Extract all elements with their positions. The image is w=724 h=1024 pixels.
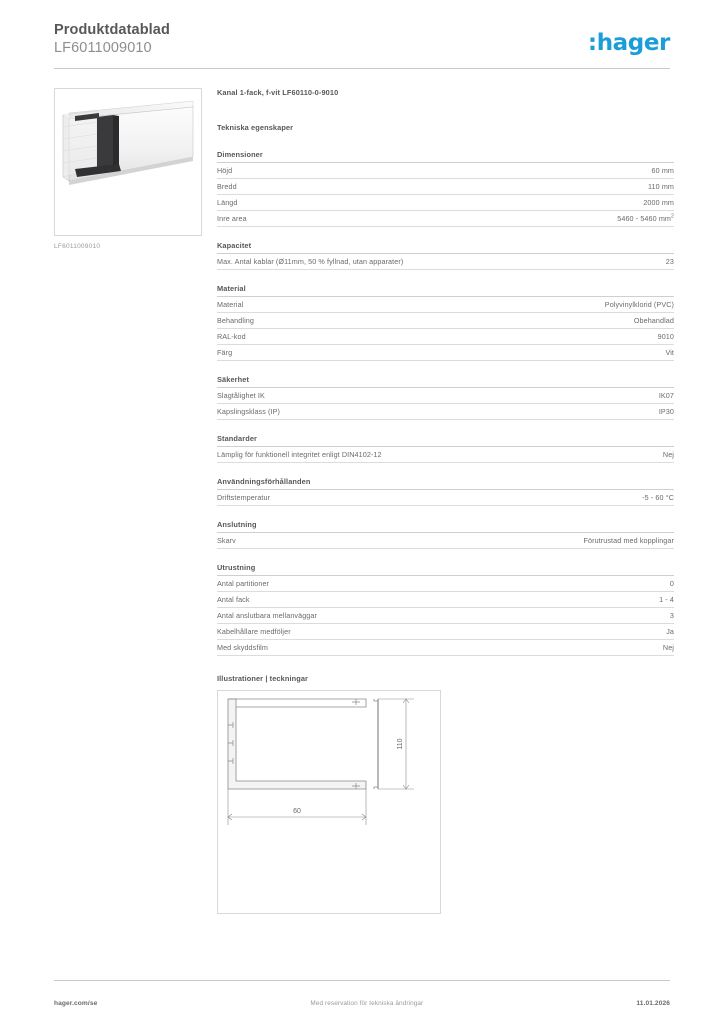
spec-row-label: Lämplig för funktionell integritet enligt DIN4102-12 bbox=[217, 449, 382, 459]
spec-row-value: -5 - 60 °C bbox=[642, 492, 674, 502]
spec-row-value: Obehandlad bbox=[633, 315, 674, 325]
spec-row-value: Vit bbox=[665, 347, 674, 357]
page-title: Produktdatablad bbox=[54, 22, 170, 38]
spec-row-label: Antal fack bbox=[217, 594, 250, 604]
spec-row-value: Polyvinylklorid (PVC) bbox=[604, 299, 674, 309]
spec-section-title: Material bbox=[217, 284, 674, 297]
spec-row-label: Med skyddsfilm bbox=[217, 642, 268, 652]
spec-row bbox=[217, 608, 674, 624]
spec-section bbox=[217, 375, 674, 420]
spec-row-value: IP30 bbox=[658, 406, 674, 416]
spec-section bbox=[217, 434, 674, 463]
spec-row-label: Bredd bbox=[217, 181, 237, 191]
datasheet-content bbox=[217, 88, 674, 914]
spec-row bbox=[217, 195, 674, 211]
spec-section-title: Säkerhet bbox=[217, 375, 674, 388]
spec-section bbox=[217, 477, 674, 506]
spec-row-label: Material bbox=[217, 299, 244, 309]
footer-website-link[interactable]: hager.com/se bbox=[54, 999, 98, 1007]
spec-row-value: Ja bbox=[666, 626, 674, 636]
spec-row-value: 0 bbox=[669, 578, 674, 588]
spec-row bbox=[217, 447, 674, 463]
spec-row-value-superscript: 2 bbox=[671, 213, 674, 220]
technical-properties-heading: Tekniska egenskaper bbox=[217, 123, 294, 132]
product-name: Kanal 1-fack, f-vit LF60110-0-9010 bbox=[217, 88, 339, 97]
footer-date: 11.01.2026 bbox=[636, 999, 670, 1007]
technical-drawing-frame bbox=[217, 690, 441, 914]
spec-row bbox=[217, 329, 674, 345]
spec-row bbox=[217, 388, 674, 404]
spec-row-value: Nej bbox=[662, 449, 674, 459]
spec-row bbox=[217, 624, 674, 640]
spec-row-value: 9010 bbox=[657, 331, 674, 341]
spec-sections bbox=[217, 150, 674, 656]
spec-row bbox=[217, 533, 674, 549]
spec-section-title: Dimensioner bbox=[217, 150, 674, 163]
spec-section bbox=[217, 520, 674, 549]
product-figure bbox=[54, 88, 202, 250]
spec-section bbox=[217, 284, 674, 361]
spec-row-value bbox=[607, 214, 674, 224]
page-header bbox=[54, 22, 670, 70]
spec-row-label: Längd bbox=[217, 197, 238, 207]
spec-section-title: Kapacitet bbox=[217, 241, 674, 254]
spec-row bbox=[217, 576, 674, 592]
spec-row-label: Max. Antal kablar (Ø11mm, 50 % fyllnad, utan apparater) bbox=[217, 256, 404, 266]
hager-logo: :hager bbox=[587, 30, 670, 56]
spec-row bbox=[217, 211, 674, 227]
spec-row-value: 1 - 4 bbox=[659, 594, 674, 604]
trunking-product-illustration bbox=[55, 89, 201, 235]
spec-row-value: IK07 bbox=[658, 390, 674, 400]
page-footer bbox=[54, 997, 670, 1009]
product-image-caption: LF6011009010 bbox=[54, 243, 101, 250]
spec-row-label: Behandling bbox=[217, 315, 254, 325]
spec-row bbox=[217, 179, 674, 195]
spec-row-label: Kapslingsklass (IP) bbox=[217, 406, 281, 416]
spec-row-value-text: 5460 - 5460 mm bbox=[617, 213, 671, 223]
spec-row-value: 110 mm bbox=[647, 181, 674, 191]
spec-row-value: Förutrustad med kopplingar bbox=[583, 535, 674, 545]
spec-row-label: Antal partitioner bbox=[217, 578, 270, 588]
spec-row-label: Slagtålighet IK bbox=[217, 390, 265, 400]
page-subtitle-article-number: LF6011009010 bbox=[54, 40, 152, 56]
spec-row-label: RAL-kod bbox=[217, 331, 246, 341]
spec-row-value: 3 bbox=[669, 610, 674, 620]
spec-row bbox=[217, 404, 674, 420]
spec-row-label: Färg bbox=[217, 347, 233, 357]
spec-row-label: Kabelhållare medföljer bbox=[217, 626, 291, 636]
spec-row-label: Driftstemperatur bbox=[217, 492, 271, 502]
drawings-heading: Illustrationer | teckningar bbox=[217, 674, 309, 683]
spec-section-title: Utrustning bbox=[217, 563, 674, 576]
spec-row-value: 23 bbox=[665, 256, 674, 266]
spec-row-label: Antal anslutbara mellanväggar bbox=[217, 610, 317, 620]
spec-row bbox=[217, 640, 674, 656]
product-image-frame bbox=[54, 88, 202, 236]
spec-section-title: Standarder bbox=[217, 434, 674, 447]
spec-row bbox=[217, 163, 674, 179]
footer-divider bbox=[54, 980, 670, 981]
header-divider bbox=[54, 68, 670, 69]
spec-row bbox=[217, 592, 674, 608]
spec-section-title: Anslutning bbox=[217, 520, 674, 533]
spec-row-label: Inre area bbox=[217, 213, 247, 223]
footer-disclaimer: Med reservation för tekniska ändringar bbox=[310, 999, 424, 1007]
drawing-dim-height-label: 110 bbox=[397, 738, 404, 750]
spec-row-value: 2000 mm bbox=[643, 197, 674, 207]
spec-row-value: Nej bbox=[662, 642, 674, 652]
trunking-cross-section-drawing bbox=[218, 691, 440, 913]
spec-section-title: Användningsförhållanden bbox=[217, 477, 674, 490]
spec-row bbox=[217, 345, 674, 361]
spec-row-label: Skarv bbox=[217, 535, 236, 545]
spec-row-value: 60 mm bbox=[651, 165, 674, 175]
spec-section bbox=[217, 150, 674, 227]
spec-row bbox=[217, 297, 674, 313]
drawing-dim-width-label: 60 bbox=[293, 808, 301, 815]
spec-section bbox=[217, 241, 674, 270]
spec-row bbox=[217, 254, 674, 270]
spec-row bbox=[217, 313, 674, 329]
spec-row-label: Höjd bbox=[217, 165, 233, 175]
spec-section bbox=[217, 563, 674, 656]
spec-row bbox=[217, 490, 674, 506]
